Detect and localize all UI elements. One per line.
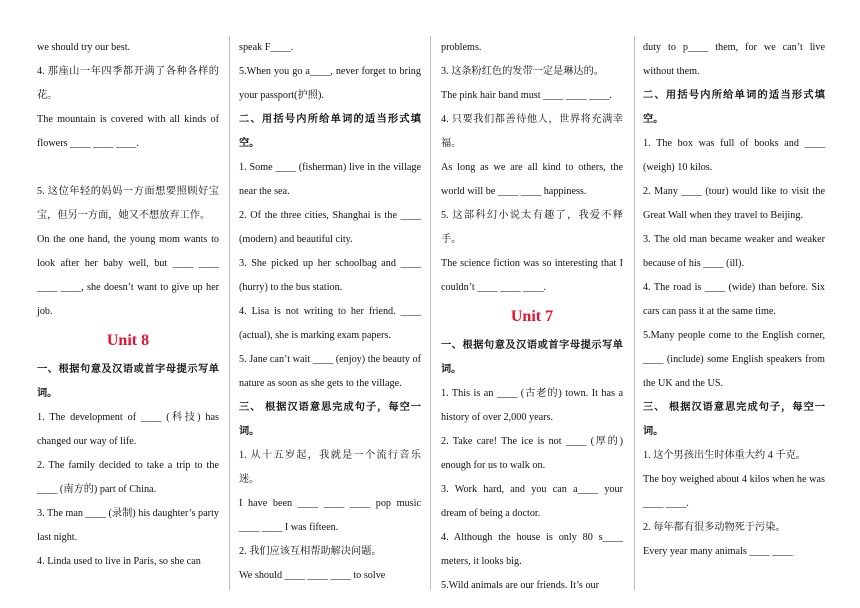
question: 1. The development of ____ (科技) has changed our way of life. (37, 412, 219, 447)
section-heading: 三、 根据汉语意思完成句子，每空一词。 (239, 402, 421, 437)
question: 5.When you go a____, never forget to bring your passport(护照). (239, 66, 421, 101)
text-line: we should try our best. (37, 42, 131, 53)
question: 5. Jane can’t wait ____ (enjoy) the beauty of nature as soon as she gets to the village. (239, 354, 421, 389)
question: 4. Linda used to live in Paris, so she can (37, 556, 201, 567)
question-en: On the one hand, the young mom wants to look after her baby well, but ____ ____ ____ ____, she doesn’t want to give up her job. (37, 234, 219, 317)
question-en: I have been ____ ____ ____ pop music ____ ____ I was fifteen. (239, 498, 421, 533)
question: 1. This is an ____ (古老的) town. It has a history of over 2,000 years. (441, 388, 623, 423)
question: 3. She picked up her schoolbag and ____ (hurry) to the bus station. (239, 258, 421, 293)
question-en: As long as we are all kind to others, the world will be ____ ____ happiness. (441, 162, 623, 197)
question: 2. Of the three cities, Shanghai is the ____ (modern) and beautiful city. (239, 210, 421, 245)
text-line: duty to p____ them, for we can’t live without them. (643, 42, 825, 77)
text-line: problems. (441, 42, 482, 53)
column-4 (643, 36, 825, 564)
section-heading: 二、用括号内所给单词的适当形式填空。 (239, 114, 421, 149)
unit-heading: Unit 8 (106, 332, 150, 349)
section-heading: 三、 根据汉语意思完成句子，每空一词。 (643, 402, 825, 437)
question-cn: 4. 那座山一年四季都开满了各种各样的花。 (37, 66, 219, 101)
question-cn: 2. 我们应该互相帮助解决问题。 (239, 546, 382, 557)
question-cn: 3. 这条粉红色的发带一定是琳达的。 (441, 66, 604, 77)
question: 3. The old man became weaker and weaker because of his ____ (ill). (643, 234, 825, 269)
unit-heading: Unit 7 (510, 308, 554, 325)
column-divider (430, 36, 431, 590)
question-en: The pink hair band must ____ ____ ____. (441, 90, 612, 101)
question-cn: 5. 这位年轻的妈妈一方面想要照顾好宝宝，但另一方面，她又不想放弃工作。 (37, 186, 219, 221)
column-2 (239, 36, 421, 588)
question-cn: 1. 从十五岁起，我就是一个流行音乐迷。 (239, 450, 421, 485)
question-en: The mountain is covered with all kinds of flowers ____ ____ ____. (37, 114, 219, 149)
question: 3. The man ____ (录制) his daughter’s party last night. (37, 508, 219, 543)
section-heading: 一、根据句意及汉语或首字母提示写单词。 (441, 340, 623, 375)
column-1 (37, 36, 219, 574)
question: 1. The box was full of books and ____ (weigh) 10 kilos. (643, 138, 825, 173)
question: 2. Take care! The ice is not ____ (厚的) enough for us to walk on. (441, 436, 623, 471)
question-cn: 4. 只要我们都善待他人，世界将充满幸福。 (441, 114, 623, 149)
question: 3. Work hard, and you can a____ your dream of being a doctor. (441, 484, 623, 519)
question: 1. Some ____ (fisherman) live in the village near the sea. (239, 162, 421, 197)
column-divider (634, 36, 635, 590)
section-heading: 一、根据句意及汉语或首字母提示写单词。 (37, 364, 219, 399)
question: 5.Wild animals are our friends. It’s our (441, 580, 600, 591)
question: 4. Although the house is only 80 s____ meters, it looks big. (441, 532, 623, 567)
question-cn: 2. 每年都有很多动物死于污染。 (643, 522, 786, 533)
question-cn: 5. 这部科幻小说太有趣了，我爱不释手。 (441, 210, 623, 245)
question-cn: 1. 这个男孩出生时体重大约 4 千克。 (643, 450, 806, 461)
column-divider (229, 36, 230, 590)
question: 4. The road is ____ (wide) than before. Six cars can pass it at the same time. (643, 282, 825, 317)
question-en: The boy weighed about 4 kilos when he was ____ ____. (643, 474, 825, 509)
question: 4. Lisa is not writing to her friend. ____ (actual), she is marking exam papers. (239, 306, 421, 341)
question-en: The science fiction was so interesting that I couldn’t ____ ____ ____. (441, 258, 623, 293)
question: 5.Many people come to the English corner, ____ (include) some English speakers from the UK and the US. (643, 330, 825, 389)
section-heading: 二、用括号内所给单词的适当形式填空。 (643, 90, 825, 125)
question-en: Every year many animals ____ ____ (643, 546, 793, 557)
text-line: speak F____. (239, 42, 294, 53)
question: 2. The family decided to take a trip to the ____ (南方的) part of China. (37, 460, 219, 495)
column-3 (441, 36, 623, 598)
question: 2. Many ____ (tour) would like to visit the Great Wall when they travel to Beijing. (643, 186, 825, 221)
question-en: We should ____ ____ ____ to solve (239, 570, 386, 581)
spacer (37, 156, 219, 180)
